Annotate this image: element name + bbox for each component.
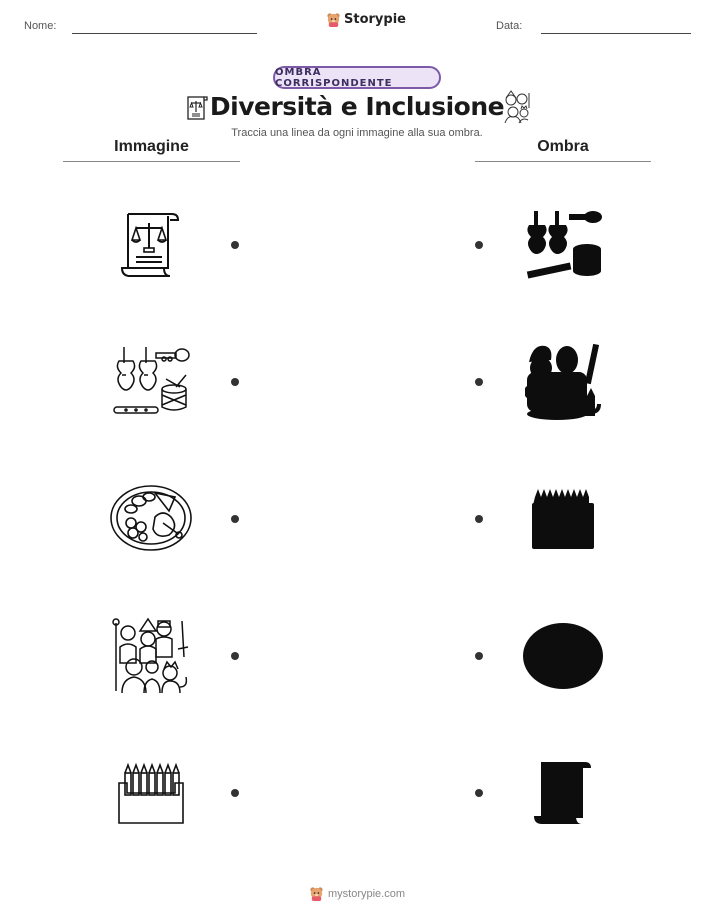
title-right-characters-icon bbox=[501, 90, 533, 124]
date-line[interactable] bbox=[541, 33, 691, 34]
footer bbox=[0, 886, 714, 901]
bear-mascot-footer-icon bbox=[309, 886, 324, 901]
shadow-dot-2[interactable] bbox=[475, 378, 483, 386]
column-underline-image bbox=[63, 161, 240, 162]
column-underline-shadow bbox=[475, 161, 651, 162]
date-label: Data: bbox=[496, 20, 523, 32]
image-dot-5[interactable] bbox=[231, 789, 239, 797]
shadow-dot-3[interactable] bbox=[475, 515, 483, 523]
bear-mascot-icon bbox=[326, 12, 341, 27]
diverse-group-characters-shadow-icon bbox=[523, 342, 601, 422]
instructions: Traccia una linea da ogni immagine alla sua ombra. bbox=[231, 127, 483, 139]
name-label: Nome: bbox=[24, 20, 57, 32]
musical-instruments-shadow-icon bbox=[525, 209, 603, 281]
crayon-box-icon bbox=[117, 759, 185, 827]
shadow-dot-5[interactable] bbox=[475, 789, 483, 797]
musical-instruments-icon bbox=[112, 345, 192, 419]
column-heading-image: Immagine bbox=[114, 138, 189, 155]
worksheet-type-badge: OMBRA CORRISPONDENTE bbox=[273, 66, 441, 89]
page-title: Diversità e Inclusione bbox=[209, 92, 505, 121]
legal-document-shadow-icon bbox=[531, 758, 593, 826]
image-dot-1[interactable] bbox=[231, 241, 239, 249]
shadow-dot-4[interactable] bbox=[475, 652, 483, 660]
crayon-box-shadow-icon bbox=[531, 487, 595, 551]
food-plate-icon bbox=[109, 483, 193, 553]
food-plate-shadow-icon bbox=[522, 622, 604, 690]
shadow-dot-1[interactable] bbox=[475, 241, 483, 249]
legal-document-scale-icon bbox=[118, 210, 184, 280]
column-heading-shadow: Ombra bbox=[537, 138, 589, 155]
diverse-group-characters-icon bbox=[112, 617, 192, 695]
image-dot-2[interactable] bbox=[231, 378, 239, 386]
brand-logo bbox=[326, 12, 406, 27]
image-dot-4[interactable] bbox=[231, 652, 239, 660]
name-line[interactable] bbox=[72, 33, 257, 34]
footer-url[interactable]: mystorypie.com bbox=[327, 887, 406, 900]
image-dot-3[interactable] bbox=[231, 515, 239, 523]
brand-name: Storypie bbox=[344, 12, 406, 27]
